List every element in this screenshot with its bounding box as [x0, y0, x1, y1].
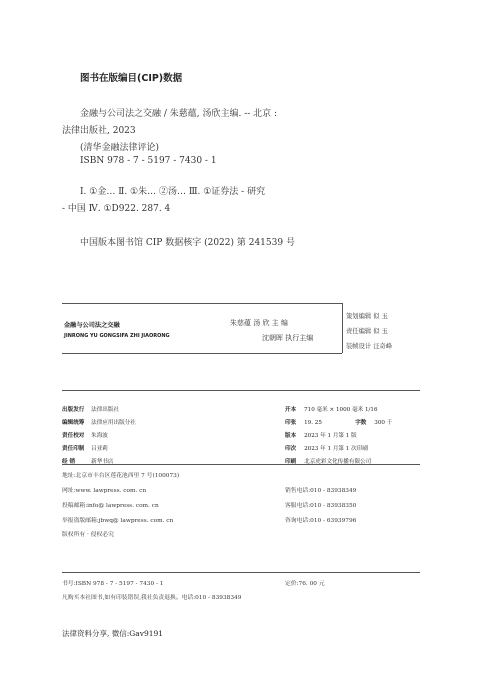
printing-label: 印次: [285, 446, 297, 452]
return-notice: 凡购买本社图书,如有印装错误,我社负责退换。电话:010 - 83938349: [62, 595, 242, 601]
editorial-label: 编辑统筹: [62, 420, 85, 426]
staff-cover-designer: 装帧设计 汪奇峰: [346, 343, 393, 350]
box-divider: [342, 303, 343, 353]
edition-value: 2023 年 1 月第 1 版: [304, 433, 357, 439]
consult-phone: 咨询电话:010 - 63939796: [285, 518, 357, 524]
piracy-report-email: 举报盗版邮箱:jbwq@ lawpress. com. cn: [62, 518, 174, 524]
cip-record-number: 中国版本图书馆 CIP 数据核字 (2022) 第 241539 号: [80, 238, 295, 248]
staff-planning-editor: 策划编辑 似 玉: [346, 313, 388, 320]
proofreader-value: 朱海波: [91, 433, 108, 439]
sheets-label: 印张: [285, 420, 297, 426]
details-top-rule: [62, 390, 420, 391]
staff-responsible-editor: 责任编辑 似 玉: [346, 328, 388, 335]
word-count-value: 300 千: [374, 420, 393, 426]
sales-phone: 销售电话:010 - 83938349: [285, 488, 357, 494]
editorial-value: 法律应用出版分社: [91, 420, 136, 426]
publisher-label: 出版发行: [62, 407, 85, 413]
cip-title-line: 金融与公司法之交融 / 朱慈蕴, 汤欣主编. -- 北京 :: [80, 109, 278, 119]
format-value: 710 毫米 × 1000 毫米 1/16: [304, 407, 378, 413]
editors: 朱慈蕴 汤 欣 主 编: [230, 319, 288, 327]
share-note: 法律资料分享, 微信:Gav9191: [62, 629, 164, 638]
price: 定价:76. 00 元: [285, 581, 325, 587]
cip-publisher-line: 法律出版社, 2023: [62, 126, 136, 136]
cip-classification-line: Ⅰ. ①金… Ⅱ. ①朱… ②汤… Ⅲ. ①证券法 - 研究: [80, 187, 266, 197]
footer-top-rule: [62, 572, 420, 573]
cip-isbn-line: ISBN 978 - 7 - 5197 - 7430 - 1: [80, 156, 217, 166]
word-count-label: 字数: [355, 420, 367, 426]
box-bottom-rule: [62, 353, 342, 354]
distributor-label: 经 销: [62, 459, 76, 465]
isbn-number: 书号:ISBN 978 - 7 - 5197 - 7430 - 1: [62, 581, 164, 587]
submission-email: 投稿邮箱:info@ lawpress. com. cn: [62, 503, 159, 509]
printing-value: 2023 年 1 月第 1 次印刷: [304, 446, 368, 452]
printer-label: 印刷: [285, 459, 297, 465]
print-supervisor-label: 责任印制: [62, 446, 85, 452]
cip-heading: 图书在版编目(CIP)数据: [80, 73, 183, 84]
cip-classification-line-2: - 中国 Ⅳ. ①D922. 287. 4: [62, 204, 171, 214]
book-title-pinyin: JINRONG YU GONGSIFA ZHI JIAORONG: [64, 333, 170, 339]
edition-label: 版本: [285, 433, 297, 439]
book-title: 金融与公司法之交融: [64, 322, 120, 329]
executive-editor: 沈朝晖 执行主编: [262, 334, 314, 342]
printer-value: 北京虎彩文化传播有限公司: [304, 459, 372, 465]
box-top-rule: [62, 303, 342, 304]
format-label: 开本: [285, 407, 297, 413]
sheets-value: 19. 25: [304, 420, 322, 426]
rights-notice: 版权所有 · 侵权必究: [62, 532, 114, 538]
proofreader-label: 责任校对: [62, 433, 85, 439]
distributor-value: 新华书店: [91, 459, 114, 465]
publisher-address: 地址:北京市丰台区莲花池西里 7 号(100073): [62, 473, 180, 479]
print-supervisor-value: 吕亚莉: [91, 446, 108, 452]
service-phone: 客服电话:010 - 83938350: [285, 503, 357, 509]
cip-series-line: (清华金融法律评论): [80, 143, 160, 153]
contact-top-rule: [62, 464, 420, 465]
publisher-value: 法律出版社: [91, 407, 120, 413]
publisher-website: 网址:www. lawpress. com. cn: [62, 488, 147, 494]
